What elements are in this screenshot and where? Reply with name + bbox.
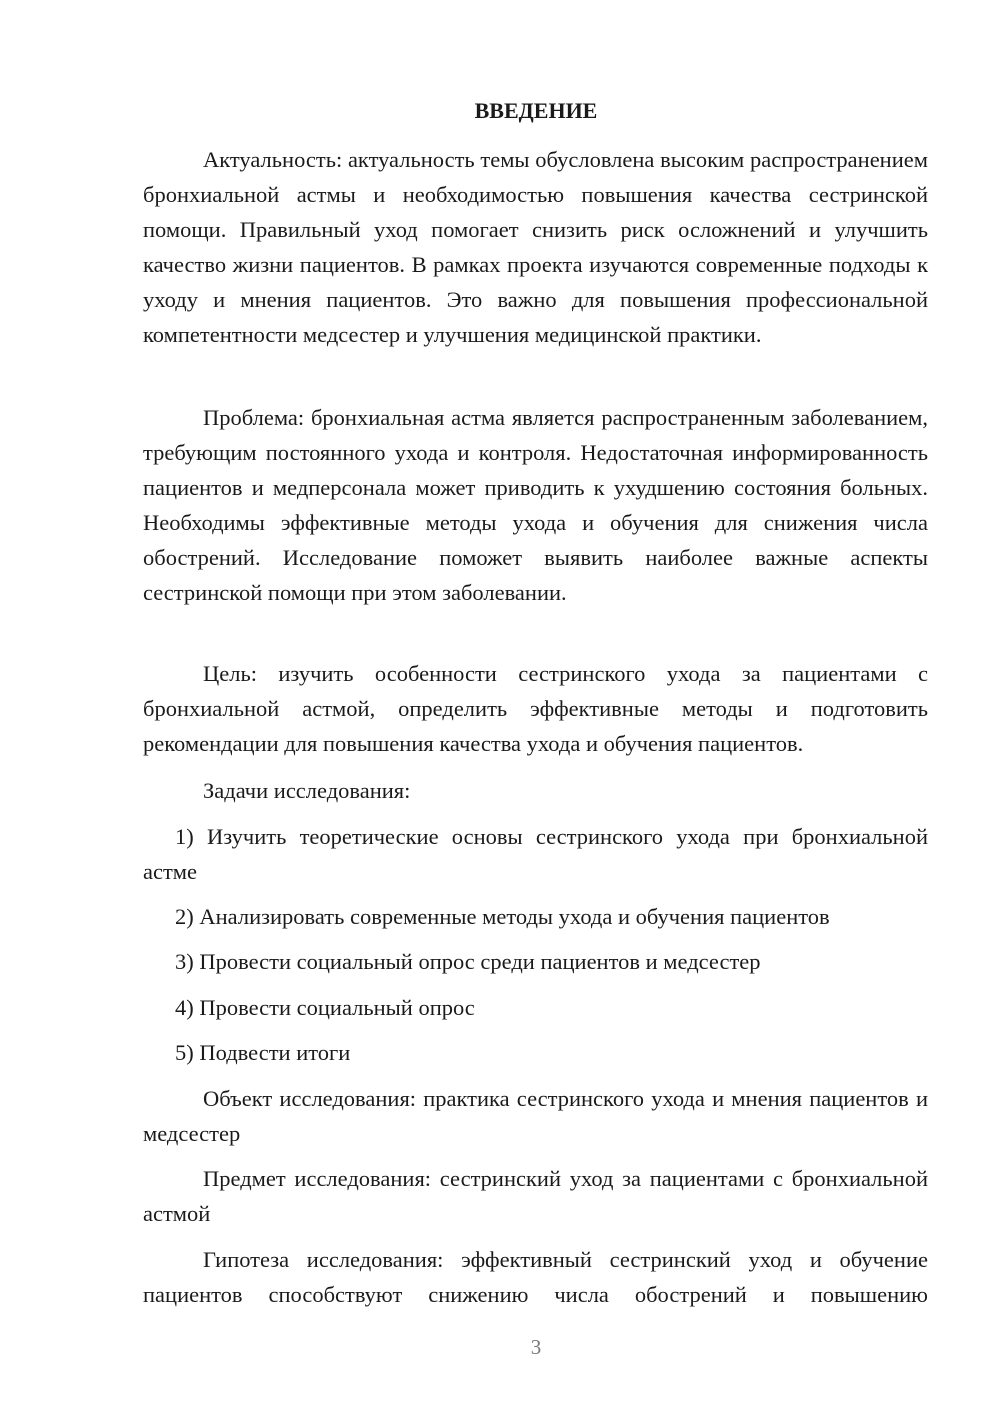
problem-paragraph: Проблема: бронхиальная астма является распространенным заболеванием, требующим постоянного ухода и контроля. Недостаточная информированность пациентов и медперсонала может приводить к ухудшению состояния больных. Необходимы эффективные методы ухода и обучения для снижения числа обострений. Исследование поможет выявить наиболее важные аспекты сестринской помощи при этом заболевании. bbox=[143, 405, 928, 605]
page-number: 3 bbox=[530, 1335, 542, 1359]
task-item: 4) Провести социальный опрос bbox=[175, 995, 475, 1020]
relevance-paragraph: Актуальность: актуальность темы обусловлена высоким распространением бронхиальной астмы и необходимостью повышения качества сестринской помощи. Правильный уход помогает снизить риск осложнений и улучшить качество жизни пациентов. В рамках проекта изучаются современные подходы к уходу и мнения пациентов. Это важно для повышения профессиональной компетентности медсестер и улучшения медицинской практики. bbox=[143, 147, 928, 347]
object-paragraph: Объект исследования: практика сестринского ухода и мнения пациентов и медсестер bbox=[143, 1086, 928, 1146]
goal-paragraph: Цель: изучить особенности сестринского ухода за пациентами с бронхиальной астмой, определить эффективные методы и подготовить рекомендации для повышения качества ухода и обучения пациентов. bbox=[143, 661, 928, 756]
hypothesis-paragraph: Гипотеза исследования: эффективный сестринский уход и обучение пациентов способствуют снижению числа обострений и повышению bbox=[143, 1247, 928, 1307]
section-title: ВВЕДЕНИЕ bbox=[474, 98, 598, 123]
task-item: 1) Изучить теоретические основы сестринского ухода при бронхиальной астме bbox=[143, 824, 928, 884]
task-item: 2) Анализировать современные методы ухода и обучения пациентов bbox=[175, 904, 830, 929]
tasks-heading: Задачи исследования: bbox=[203, 778, 411, 803]
task-item: 3) Провести социальный опрос среди пациентов и медсестер bbox=[175, 949, 761, 974]
subject-paragraph: Предмет исследования: сестринский уход за пациентами с бронхиальной астмой bbox=[143, 1166, 928, 1226]
task-item: 5) Подвести итоги bbox=[175, 1040, 351, 1065]
